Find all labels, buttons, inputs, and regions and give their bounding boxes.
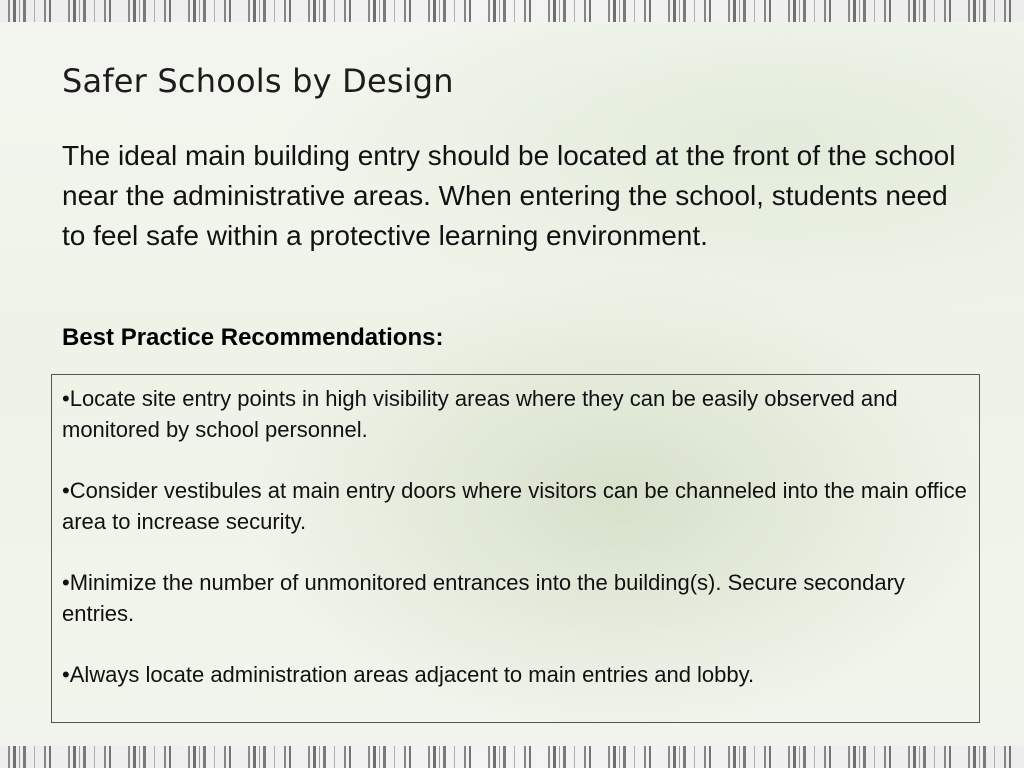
recommendations-heading: Best Practice Recommendations: bbox=[62, 324, 444, 351]
decorative-bottom-stripe bbox=[0, 746, 1024, 768]
recommendations-box bbox=[51, 374, 980, 723]
recommendation-item: •Minimize the number of unmonitored entrances into the building(s). Secure secondary entries. bbox=[62, 570, 905, 626]
decorative-top-stripe bbox=[0, 0, 1024, 22]
recommendation-item: •Always locate administration areas adjacent to main entries and lobby. bbox=[62, 662, 755, 687]
intro-paragraph: The ideal main building entry should be located at the front of the school near the administrative areas. When entering the school, students need to feel safe within a protective learning environment. bbox=[62, 140, 956, 251]
recommendations-list bbox=[62, 383, 969, 690]
recommendation-item: •Consider vestibules at main entry doors where visitors can be channeled into the main office area to increase security. bbox=[62, 478, 967, 534]
slide-title: Safer Schools by Design bbox=[62, 62, 454, 100]
recommendation-item: •Locate site entry points in high visibility areas where they can be easily observed and monitored by school personnel. bbox=[62, 386, 898, 442]
